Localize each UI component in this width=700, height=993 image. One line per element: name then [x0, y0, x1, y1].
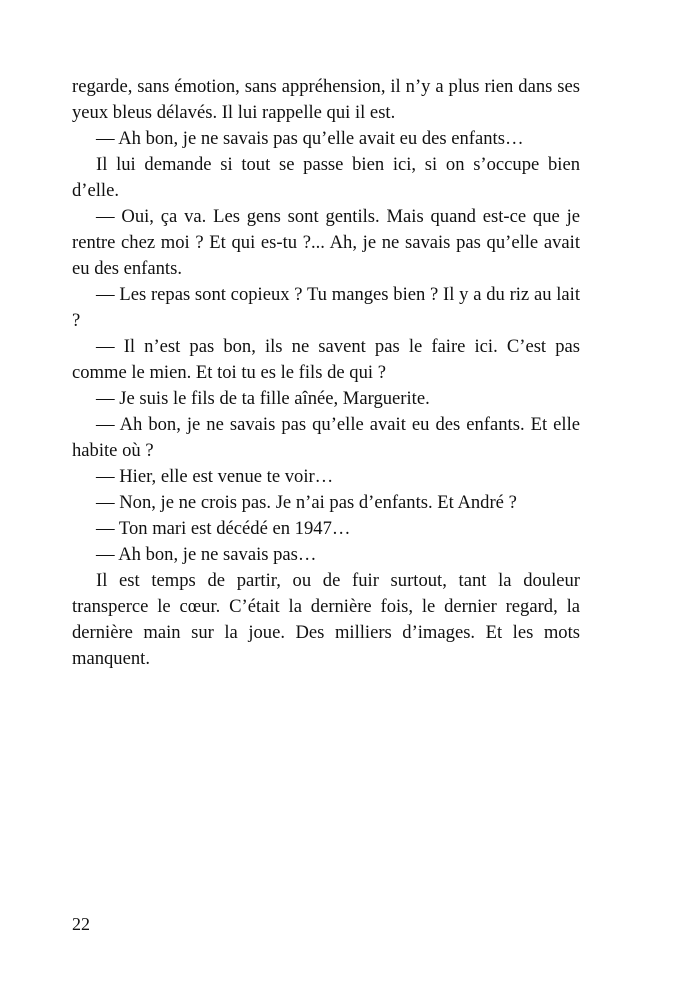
body-text — [72, 74, 580, 672]
paragraph: — Ah bon, je ne savais pas qu’elle avait eu des enfants. Et elle habite où ? — [72, 414, 580, 461]
paragraph: Il lui demande si tout se passe bien ici, si on s’occupe bien d’elle. — [72, 154, 580, 201]
paragraph: — Hier, elle est venue te voir… — [96, 466, 334, 487]
paragraph: — Ah bon, je ne savais pas qu’elle avait eu des enfants… — [96, 128, 524, 149]
paragraph: Il est temps de partir, ou de fuir surtout, tant la douleur transperce le cœur. C’était la dernière fois, le dernier regard, la dernière main sur la joue. Des milliers d’images. Et les mots manquent. — [72, 570, 580, 669]
paragraph: — Je suis le fils de ta fille aînée, Marguerite. — [96, 388, 430, 409]
paragraph: — Il n’est pas bon, ils ne savent pas le faire ici. C’est pas comme le mien. Et toi tu es le fils de qui ? — [72, 336, 580, 383]
paragraph: — Ah bon, je ne savais pas… — [96, 544, 317, 565]
page-number: 22 — [72, 914, 90, 934]
paragraph: — Ton mari est décédé en 1947… — [96, 518, 351, 539]
paragraph: — Non, je ne crois pas. Je n’ai pas d’enfants. Et André ? — [96, 492, 517, 513]
paragraph: regarde, sans émotion, sans appréhension, il n’y a plus rien dans ses yeux bleus délavés. Il lui rappelle qui il est. — [72, 76, 580, 123]
paragraph: — Les repas sont copieux ? Tu manges bien ? Il y a du riz au lait ? — [72, 284, 580, 331]
paragraph: — Oui, ça va. Les gens sont gentils. Mais quand est-ce que je rentre chez moi ? Et qui es-tu ?... Ah, je ne savais pas qu’elle avait eu des enfants. — [72, 206, 580, 279]
